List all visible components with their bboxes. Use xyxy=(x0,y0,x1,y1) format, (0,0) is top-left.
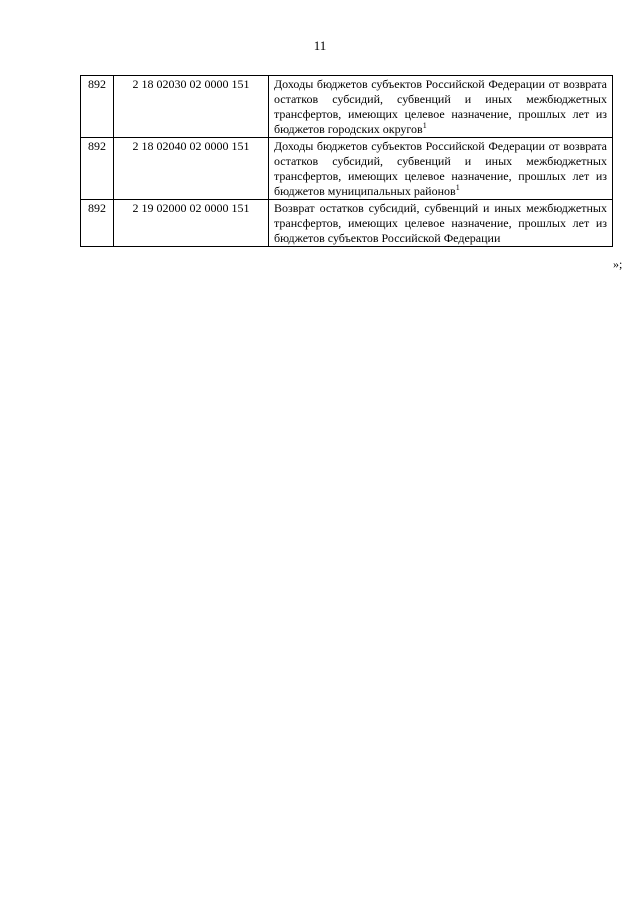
budget-code-cell: 2 19 02000 02 0000 151 xyxy=(114,200,269,247)
description-text: Доходы бюджетов субъектов Российской Федерации от возврата остатков субсидий, субвенций и иных межбюджетных трансфертов, имеющих целевое назначение, прошлых лет из бюджетов городских округов xyxy=(274,77,607,136)
page-number: 11 xyxy=(313,38,327,53)
description-cell xyxy=(269,76,613,138)
admin-code-cell: 892 xyxy=(81,76,114,138)
budget-code-cell: 2 18 02040 02 0000 151 xyxy=(114,138,269,200)
footnote-ref: 1 xyxy=(422,121,427,130)
description-text: Возврат остатков субсидий, субвенций и иных межбюджетных трансфертов, имеющих целевое назначение, прошлых лет из бюджетов субъектов Российской Федерации xyxy=(274,201,607,245)
table-row xyxy=(81,138,613,200)
budget-code-cell: 2 18 02030 02 0000 151 xyxy=(114,76,269,138)
closing-quote-mark: »; xyxy=(613,257,623,271)
revenue-codes-table xyxy=(80,75,613,247)
footnote-ref: 1 xyxy=(455,183,460,192)
admin-code-cell: 892 xyxy=(81,138,114,200)
description-cell xyxy=(269,138,613,200)
description-text: Доходы бюджетов субъектов Российской Федерации от возврата остатков субсидий, субвенций и иных межбюджетных трансфертов, имеющих целевое назначение, прошлых лет из бюджетов муниципальных районов xyxy=(274,139,607,198)
table-row xyxy=(81,76,613,138)
description-cell xyxy=(269,200,613,247)
table-row xyxy=(81,200,613,247)
admin-code-cell: 892 xyxy=(81,200,114,247)
